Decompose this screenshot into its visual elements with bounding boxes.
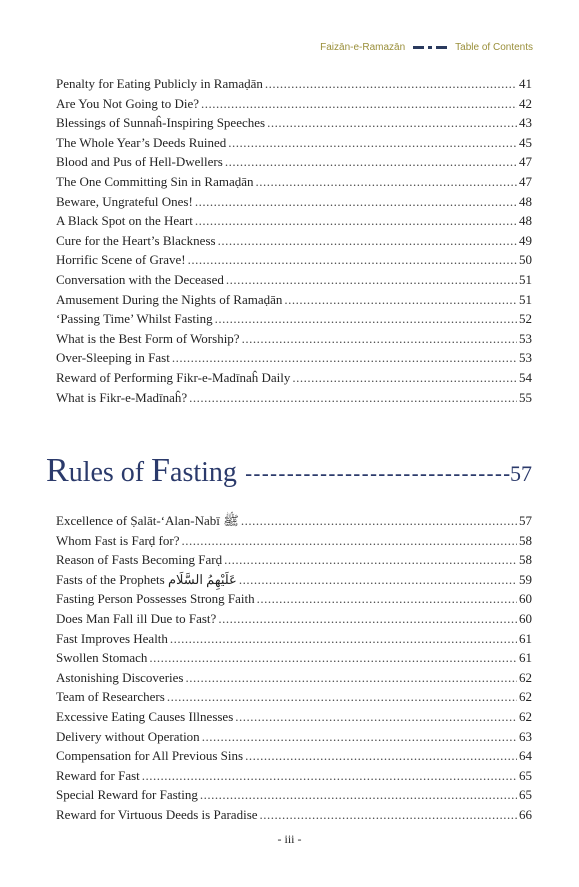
toc-entry-page: 61 — [519, 630, 532, 646]
toc-leader-dots — [200, 785, 517, 805]
toc-leader-dots — [260, 805, 517, 825]
toc-entry[interactable] — [56, 113, 532, 133]
chapter-page-number: 57 — [510, 461, 532, 486]
toc-leader-dots — [167, 687, 517, 707]
toc-leader-dots — [235, 707, 517, 727]
toc-entry[interactable] — [56, 648, 532, 668]
toc-entry-title: Conversation with the Deceased — [56, 271, 224, 287]
toc-leader-dots — [267, 113, 517, 133]
toc-entry-title: Delivery without Operation — [56, 728, 200, 744]
toc-entry-page: 41 — [519, 76, 532, 91]
toc-entry-title: Reason of Fasts Becoming Farḍ — [56, 552, 223, 568]
toc-entry-title: Beware, Ungrateful Ones! — [56, 193, 193, 209]
toc-entry-title: Reward for Fast — [56, 767, 140, 783]
toc-entry-title: Fasting Person Possesses Strong Faith — [56, 591, 255, 607]
toc-entry[interactable] — [56, 211, 532, 231]
toc-entry-page: 60 — [519, 610, 532, 626]
toc-entry-page: 47 — [519, 173, 532, 189]
toc-leader-dots — [201, 94, 517, 114]
toc-entry-page: 62 — [519, 689, 532, 705]
header-separator-icon — [411, 46, 449, 49]
toc-entry-page: 54 — [519, 369, 532, 385]
toc-entry-title: A Black Spot on the Heart — [56, 213, 193, 229]
toc-entry-page: 52 — [519, 311, 532, 327]
toc-leader-dots — [265, 74, 517, 94]
toc-entry[interactable] — [56, 368, 532, 388]
toc-leader-dots — [218, 609, 517, 629]
toc-entry-page: 43 — [519, 115, 532, 131]
toc-entry[interactable] — [56, 746, 532, 766]
toc-entry-page: 60 — [519, 591, 532, 607]
toc-entry-page: 61 — [519, 650, 532, 666]
toc-entry-page: 62 — [519, 708, 532, 724]
toc-leader-dots — [228, 133, 517, 153]
toc-entry[interactable] — [56, 270, 532, 290]
toc-list-top — [56, 74, 532, 407]
toc-leader-dots — [170, 629, 517, 649]
toc-entry-page: 59 — [519, 571, 532, 587]
toc-entry-title: Amusement During the Nights of Ramaḍān — [56, 291, 283, 307]
toc-entry-title: Astonishing Discoveries — [56, 669, 184, 685]
toc-entry[interactable] — [56, 250, 532, 270]
toc-entry[interactable] — [56, 785, 532, 805]
toc-entry[interactable] — [56, 152, 532, 172]
toc-leader-dots — [172, 348, 517, 368]
toc-list-bottom — [56, 511, 532, 825]
toc-entry-page: 51 — [519, 271, 532, 287]
toc-entry[interactable] — [56, 805, 532, 825]
toc-leader-dots — [245, 746, 517, 766]
toc-entry[interactable] — [56, 687, 532, 707]
toc-entry-title: Fasts of the Prophets عَلَيْهِمُ السَّلَام — [56, 571, 237, 587]
toc-leader-dots — [226, 270, 517, 290]
toc-entry-title: ‘Passing Time’ Whilst Fasting — [56, 311, 213, 327]
toc-entry[interactable] — [56, 348, 532, 368]
toc-leader-dots — [239, 570, 517, 590]
chapter-heading[interactable] — [46, 452, 532, 492]
toc-leader-dots — [215, 309, 517, 329]
chapter-leader-dashes — [245, 461, 510, 487]
toc-entry[interactable] — [56, 727, 532, 747]
toc-entry[interactable] — [56, 231, 532, 251]
toc-entry-title: Team of Researchers — [56, 689, 165, 705]
toc-leader-dots — [224, 550, 517, 570]
toc-entry-page: 64 — [519, 748, 532, 764]
toc-leader-dots — [202, 727, 517, 747]
toc-entry-page: 63 — [519, 728, 532, 744]
toc-entry-title: Swollen Stomach — [56, 650, 148, 666]
toc-entry-title: Fast Improves Health — [56, 630, 168, 646]
chapter-title: Rules of Fasting — [46, 452, 237, 489]
toc-entry[interactable] — [56, 629, 532, 649]
toc-leader-dots — [189, 388, 517, 408]
toc-entry-title: The Whole Year’s Deeds Ruined — [56, 134, 227, 150]
toc-entry[interactable] — [56, 531, 532, 551]
section-title: Table of Contents — [455, 41, 533, 53]
toc-entry-title: Are You Not Going to Die? — [56, 95, 199, 111]
toc-entry[interactable] — [56, 511, 532, 531]
toc-leader-dots — [256, 172, 517, 192]
book-title: Faizān-e-Ramazān — [320, 41, 406, 53]
toc-entry-page: 65 — [519, 787, 532, 803]
toc-entry-page: 48 — [519, 213, 532, 229]
toc-entry-page: 53 — [519, 330, 532, 346]
toc-entry-title: Excessive Eating Causes Illnesses — [56, 708, 234, 724]
toc-entry-page: 62 — [519, 669, 532, 685]
toc-leader-dots — [284, 290, 517, 310]
toc-entry-page: 57 — [519, 513, 532, 528]
toc-entry[interactable] — [56, 388, 532, 408]
toc-entry-title: Excellence of Ṣalāt-‘Alan-Nabī ﷺ — [56, 513, 239, 528]
toc-leader-dots — [257, 589, 517, 609]
toc-entry[interactable] — [56, 589, 532, 609]
toc-entry[interactable] — [56, 172, 532, 192]
page-number-footer: - iii - — [277, 832, 302, 846]
toc-entry-title: Horrific Scene of Grave! — [56, 252, 186, 268]
toc-entry-page: 49 — [519, 232, 532, 248]
toc-leader-dots — [149, 648, 517, 668]
toc-leader-dots — [218, 231, 517, 251]
toc-entry-page: 66 — [519, 806, 532, 822]
toc-entry-title: Blood and Pus of Hell-Dwellers — [56, 154, 223, 170]
toc-entry[interactable] — [56, 94, 532, 114]
toc-entry-title: Special Reward for Fasting — [56, 787, 198, 803]
toc-leader-dots — [181, 531, 517, 551]
toc-leader-dots — [188, 250, 517, 270]
toc-leader-dots — [195, 211, 517, 231]
toc-entry-page: 48 — [519, 193, 532, 209]
toc-entry-page: 55 — [519, 389, 532, 405]
toc-leader-dots — [185, 668, 517, 688]
toc-entry[interactable] — [56, 766, 532, 786]
toc-entry[interactable] — [56, 133, 532, 153]
toc-entry-page: 65 — [519, 767, 532, 783]
toc-entry-title: What is the Best Form of Worship? — [56, 330, 240, 346]
toc-entry-page: 47 — [519, 154, 532, 170]
toc-leader-dots — [242, 329, 517, 349]
toc-entry-title: Cure for the Heart’s Blackness — [56, 232, 216, 248]
toc-entry-title: Does Man Fall ill Due to Fast? — [56, 610, 217, 626]
toc-entry-title: What is Fikr-e-Madīnaĥ? — [56, 389, 188, 405]
toc-entry[interactable] — [56, 74, 532, 94]
toc-entry-page: 58 — [519, 552, 532, 568]
toc-entry[interactable] — [56, 707, 532, 727]
toc-leader-dots — [241, 511, 517, 531]
toc-leader-dots — [142, 766, 517, 786]
toc-entry-page: 42 — [519, 95, 532, 111]
toc-entry-page: 50 — [519, 252, 532, 268]
toc-entry[interactable] — [56, 668, 532, 688]
toc-entry-title: Blessings of Sunnaĥ-Inspiring Speeches — [56, 115, 266, 131]
toc-entry[interactable] — [56, 309, 532, 329]
toc-entry-page: 53 — [519, 350, 532, 366]
toc-entry-title: Over-Sleeping in Fast — [56, 350, 170, 366]
toc-entry[interactable] — [56, 290, 532, 310]
toc-leader-dots — [195, 192, 517, 212]
toc-entry-page: 45 — [519, 134, 532, 150]
toc-entry[interactable] — [56, 609, 532, 629]
toc-entry-page: 51 — [519, 291, 532, 307]
toc-entry-title: Reward of Performing Fikr-e-Madīnaĥ Daily — [56, 369, 291, 385]
toc-entry-title: Penalty for Eating Publicly in Ramaḍān — [56, 76, 263, 91]
toc-leader-dots — [292, 368, 517, 388]
toc-entry[interactable] — [56, 570, 532, 590]
toc-entry-title: Whom Fast is Farḍ for? — [56, 532, 180, 548]
toc-entry[interactable] — [56, 550, 532, 570]
toc-leader-dots — [225, 152, 517, 172]
running-header — [320, 40, 533, 54]
toc-entry[interactable] — [56, 329, 532, 349]
toc-entry-title: Compensation for All Previous Sins — [56, 748, 244, 764]
toc-entry-title: The One Committing Sin in Ramaḍān — [56, 173, 254, 189]
toc-entry-title: Reward for Virtuous Deeds is Paradise — [56, 806, 258, 822]
toc-entry-page: 58 — [519, 532, 532, 548]
toc-entry[interactable] — [56, 192, 532, 212]
